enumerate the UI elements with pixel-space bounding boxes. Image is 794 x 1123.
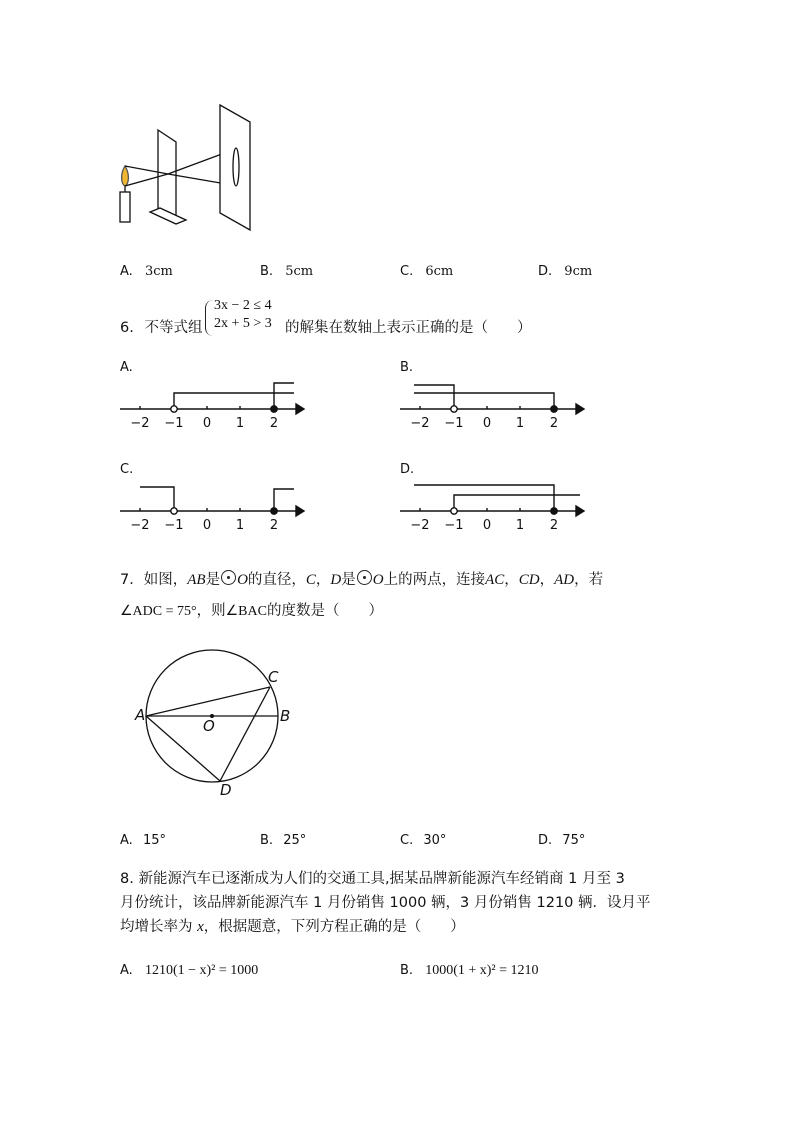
q7-stem-line-2 [120,601,383,622]
stem-text: ， [504,572,519,588]
q7-option-a [120,833,166,848]
given-angle: ∠ADC = 75° [120,604,197,619]
tick-label: 2 [549,518,559,533]
q8-option-b [400,963,539,979]
q7-stem-line-1 [120,570,603,590]
stem-text: ，则 [196,603,226,619]
stem-text: 的度数是（ ） [266,603,383,619]
tick-label: 0 [482,518,492,533]
q5-option-c [400,264,453,279]
stem-text: ，根据题意，下列方程正确的是（ ） [203,919,465,935]
question-text: 不等式组 [144,320,203,336]
system-brace [205,300,214,336]
tick-label: −1 [444,518,464,533]
q5-option-d [538,264,592,279]
circle-dot-symbol [357,570,372,585]
number-line-a [118,375,308,435]
option-text: 30° [423,833,447,848]
number-line-b [398,375,588,435]
q8-stem-line-3 [120,917,465,937]
stem-text: ，若 [574,572,604,588]
tick-label: 0 [482,416,492,431]
q6-option-c-label: C. [120,462,134,477]
option-letter: A. [120,264,133,279]
q6-stem-suffix: 的解集在数轴上表示正确的是（ ） [285,320,532,336]
label-c: C [268,668,279,686]
point-o: O [372,572,384,588]
option-letter: A. [120,833,133,848]
stem-text: 的直径， [247,572,306,588]
candle-flame [122,166,129,186]
chord-ac [146,687,270,716]
q5-option-a [120,264,173,279]
q6-option-d-label: D. [400,462,415,477]
tick-label: 1 [235,518,245,533]
tick-label: 0 [202,518,212,533]
option-text: 3cm [144,264,173,279]
tick-label: 2 [269,416,279,431]
option-text: 25° [283,833,307,848]
option-text: 6cm [425,264,454,279]
stem-text: 7．如图， [120,572,188,588]
q8-stem-line-1: 8. 新能源汽车已逐渐成为人们的交通工具,据某品牌新能源汽车经销商 1 月至 3 [120,871,625,887]
q7-option-c [400,833,446,848]
tick-label: −2 [410,416,430,431]
stem-text: 是 [341,572,356,588]
circle-dot-symbol [221,570,236,585]
label-o: O [203,717,215,735]
option-text: 9cm [564,264,593,279]
q7-option-d [538,833,585,848]
tick-label: 1 [515,518,525,533]
option-letter: C. [400,833,414,848]
point-o: O [237,572,248,588]
option-letter: B. [400,963,414,978]
q6-stem-prefix [120,318,202,338]
tick-label: −2 [410,518,430,533]
tick-label: 1 [515,416,525,431]
stem-text: 均增长率为 [120,919,198,935]
q7-option-b [260,833,306,848]
tick-label: 2 [269,518,279,533]
number-line-d [398,477,588,537]
stem-text: ， [315,572,331,588]
option-text: 75° [562,833,586,848]
segment-ac: AC [485,572,505,588]
stem-text: 是 [205,572,221,588]
stem-text: ， [539,572,555,588]
option-letter: B. [260,264,274,279]
option-letter: B. [260,833,274,848]
option-letter: D. [538,264,553,279]
label-d: D [220,781,232,799]
stem-text: 上的两点，连接 [383,572,486,588]
tick-label: −2 [130,416,150,431]
inequality-2: 2x + 5 > 3 [214,316,272,331]
projected-image [233,148,239,186]
option-equation: 1210(1 − x)² = 1000 [144,963,259,978]
option-letter: A. [120,963,133,978]
option-equation: 1000(1 + x)² = 1210 [425,963,539,978]
option-letter: C. [400,264,414,279]
segment-ad: AD [554,572,575,588]
segment-ab: AB [187,572,206,588]
tick-label: 0 [202,416,212,431]
question-number: 6. [120,320,134,336]
q6-option-b-label: B. [400,360,414,375]
asked-angle: ∠BAC [225,604,267,619]
option-text: 15° [142,833,166,848]
number-line-c [118,477,308,537]
tick-label: 1 [235,416,245,431]
label-a: A [135,706,146,724]
variable-x: x [197,919,204,935]
tick-label: −1 [164,416,184,431]
q6-option-a-label: A. [120,360,133,375]
option-letter: D. [538,833,553,848]
tick-label: 2 [549,416,559,431]
point-c: C [305,572,316,588]
q8-stem-line-2: 月份统计，该品牌新能源汽车 1 月份销售 1000 辆，3 月份销售 1210 辆．设月平 [120,895,651,911]
point-d: D [330,572,342,588]
segment-cd: CD [518,572,540,588]
circle-figure [132,645,302,805]
q8-option-a [120,963,258,979]
option-text: 5cm [285,264,314,279]
tick-label: −1 [164,518,184,533]
tick-label: −2 [130,518,150,533]
candle [120,192,130,222]
inequality-1: 3x − 2 ≤ 4 [214,298,272,313]
optics-figure [110,100,270,235]
chord-cd [220,687,270,781]
label-b: B [280,707,291,725]
tick-label: −1 [444,416,464,431]
q5-option-b [260,264,313,279]
